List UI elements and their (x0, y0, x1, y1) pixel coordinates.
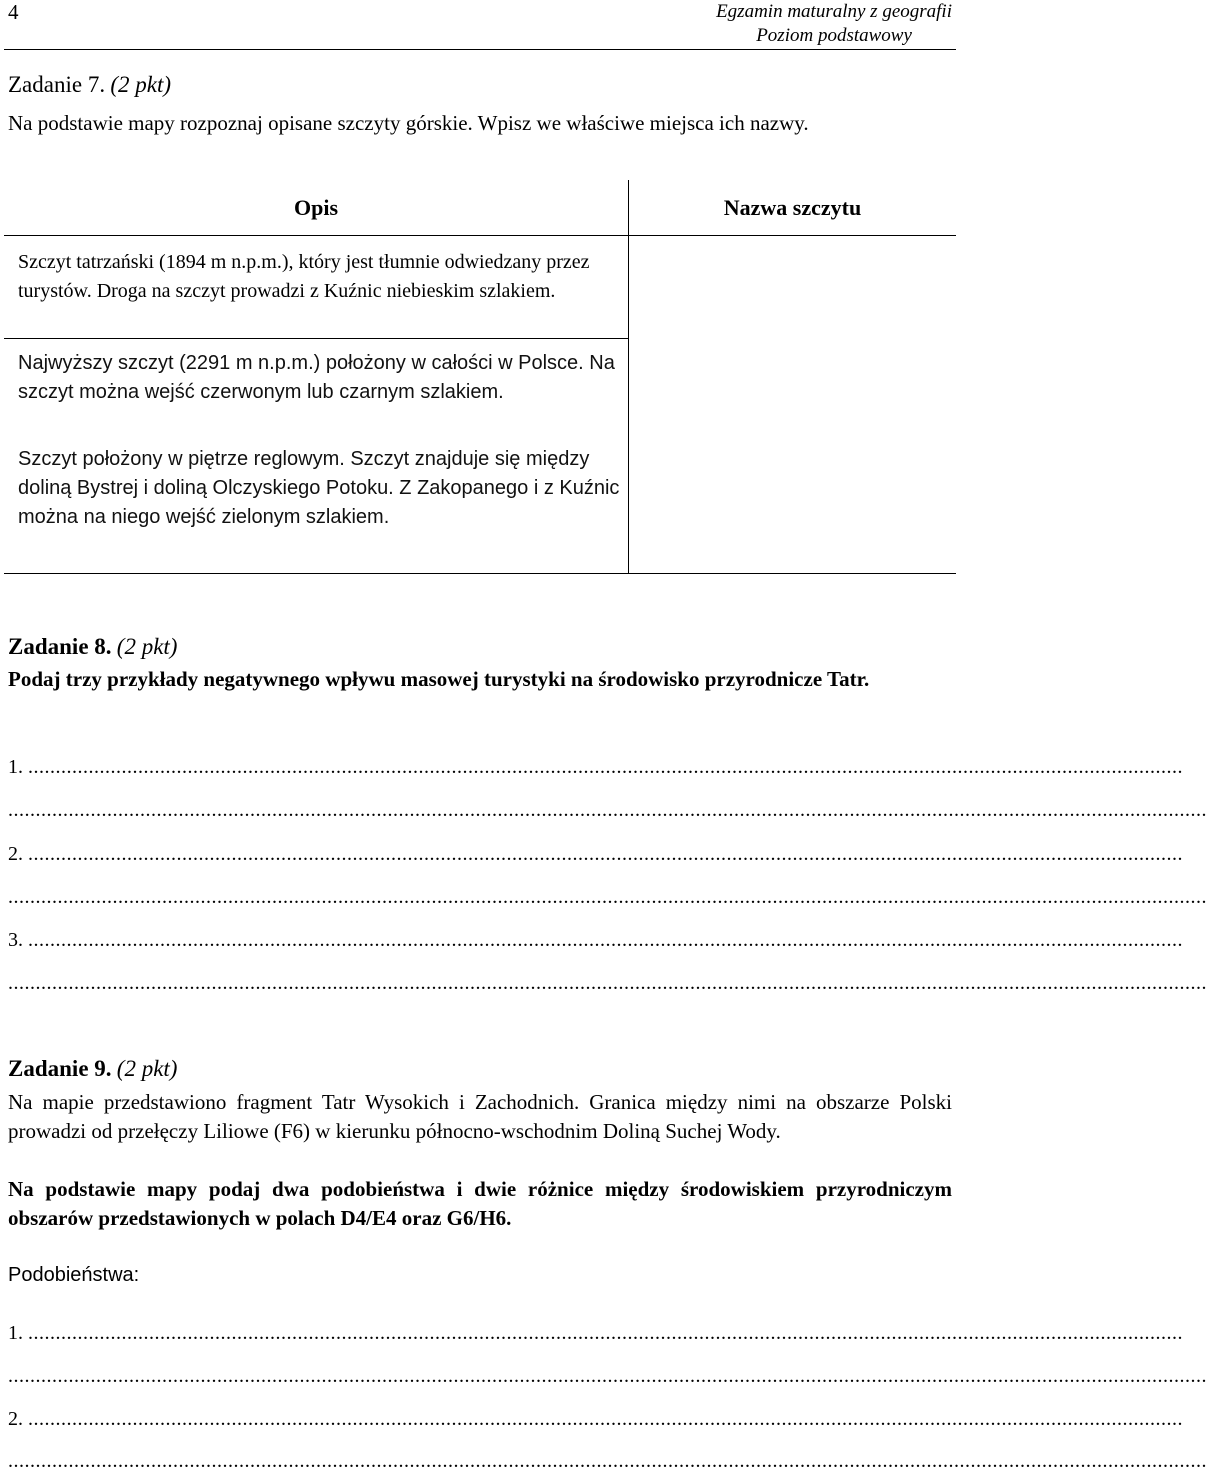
task8-points: (2 pkt) (116, 634, 178, 659)
task8-answer-2[interactable]: 2. .................................................................................................................................................................................................................. (8, 843, 1183, 865)
task8-answer-3-cont[interactable]: .......................................................................................................................................................................................................................... (8, 972, 1207, 994)
task8-instruction: Podaj trzy przykłady negatywnego wpływu masowej turystyki na środowisko przyrodnicze Tatr. (8, 667, 870, 691)
task8-answer-2-cont[interactable]: .......................................................................................................................................................................................................................... (8, 886, 1207, 908)
header-divider (4, 49, 956, 50)
task9-heading (8, 1056, 952, 1082)
task9-instruction: Na podstawie mapy podaj dwa podobieństwa i dwie różnice między środowiskiem przyrodniczym obszarów przedstawionych w polach D4/E4 oraz G6/H6. (8, 1177, 952, 1230)
task9-answer-1-cont[interactable]: .......................................................................................................................................................................................................................... (8, 1365, 1207, 1387)
peak-description-3: Szczyt położony w piętrze reglowym. Szczyt znajduje się między doliną Bystrej i doliną Olczyskiego Potoku. Z Zakopanego i z Kuźnic można na niego wejść zielonym szlakiem. (18, 447, 620, 528)
task7-heading (8, 72, 952, 98)
peak-description-1: Szczyt tatrzański (1894 m n.p.m.), który jest tłumnie odwiedzany przez turystów. Droga na szczyt prowadzi z Kuźnic niebieskim szlakiem. (18, 251, 590, 302)
answer-number: 1. (8, 1322, 23, 1344)
task9-answer-2-cont[interactable]: .......................................................................................................................................................................................................................... (8, 1450, 1207, 1472)
task8-answer-1-cont[interactable]: .......................................................................................................................................................................................................................... (8, 799, 1207, 821)
peaks-table (4, 180, 956, 574)
exam-header (716, 0, 952, 48)
task9-label: Zadanie 9. (8, 1056, 112, 1081)
answer-number: 2. (8, 843, 23, 865)
col-name-header: Nazwa szczytu (629, 180, 957, 236)
similarities-label: Podobieństwa: (8, 1264, 140, 1286)
task9-intro: Na mapie przedstawiono fragment Tatr Wysokich i Zachodnich. Granica między nimi na obszarze Polski prowadzi od przełęczy Liliowe (F6) w kierunku północno-wschodnim Doliną Suchej Wody. (8, 1090, 952, 1143)
exam-level: Poziom podstawowy (756, 25, 912, 46)
answer-number: 2. (8, 1408, 23, 1430)
task9-points: (2 pkt) (116, 1056, 178, 1081)
peak-name-answer-field[interactable] (629, 236, 957, 574)
task9-answer-2[interactable]: 2. .................................................................................................................................................................................................................. (8, 1408, 1183, 1430)
task8-heading (8, 634, 952, 660)
answer-number: 3. (8, 929, 23, 951)
peak-description-2: Najwyższy szczyt (2291 m n.p.m.) położony w całości w Polsce. Na szczyt można wejść czerwonym lub czarnym szlakiem. (18, 352, 615, 403)
task7-points: (2 pkt) (110, 72, 171, 97)
task8-answer-1[interactable]: 1. .................................................................................................................................................................................................................. (8, 756, 1183, 778)
task7-label: Zadanie 7. (8, 72, 106, 97)
col-description-header: Opis (4, 180, 629, 236)
answer-number: 1. (8, 756, 23, 778)
task8-answer-3[interactable]: 3. .................................................................................................................................................................................................................. (8, 929, 1183, 951)
task7-instruction: Na podstawie mapy rozpoznaj opisane szczyty górskie. Wpisz we właściwe miejsca ich nazwy. (8, 111, 809, 135)
task9-answer-1[interactable]: 1. .................................................................................................................................................................................................................. (8, 1322, 1183, 1344)
page-number: 4 (8, 0, 19, 24)
task8-label: Zadanie 8. (8, 634, 112, 659)
exam-title: Egzamin maturalny z geografii (716, 1, 952, 22)
